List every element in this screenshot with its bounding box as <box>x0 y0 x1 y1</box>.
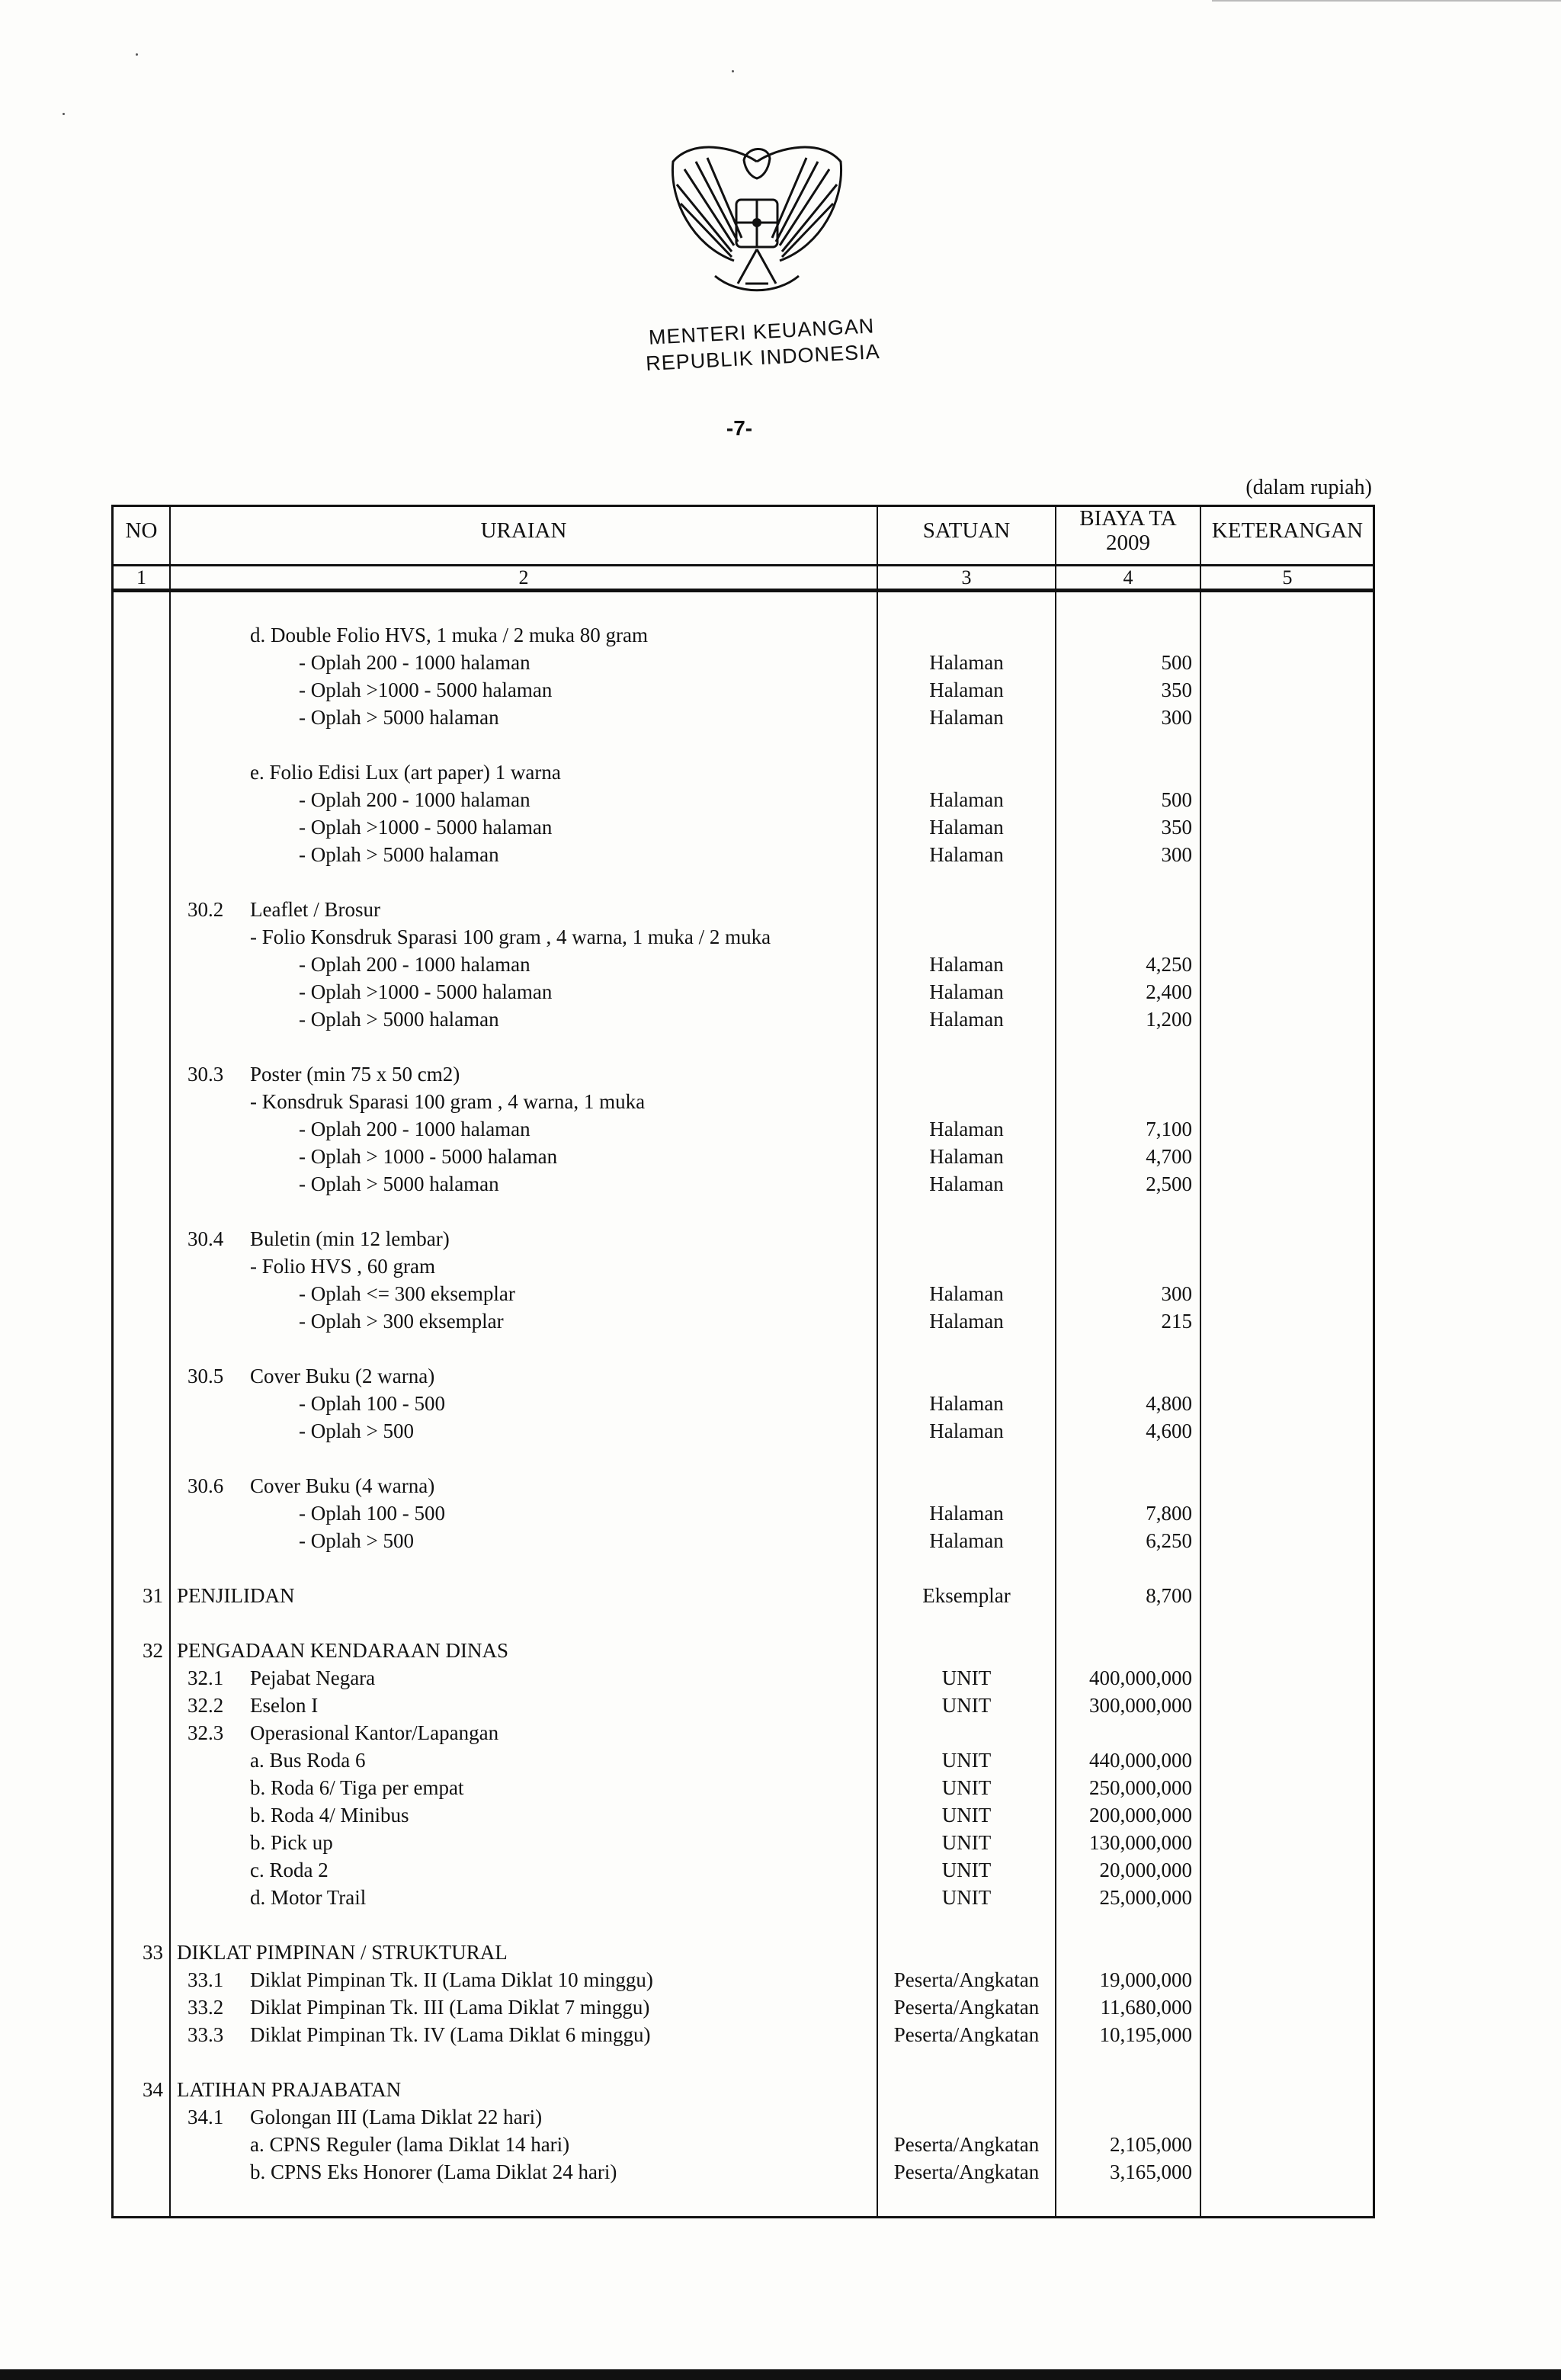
row-description: e. Folio Edisi Lux (art paper) 1 warna <box>250 761 561 784</box>
garuda-emblem-icon <box>662 131 852 306</box>
row-description: d. Motor Trail <box>250 1886 367 1909</box>
row-biaya: 300 <box>1161 1282 1192 1305</box>
row-satuan: Halaman <box>929 1118 1004 1140</box>
row-description: Poster (min 75 x 50 cm2) <box>250 1063 460 1086</box>
row-code: 33.1 <box>188 1968 224 1991</box>
column-rule <box>169 505 171 2218</box>
row-satuan: Peserta/Angkatan <box>893 2160 1040 2183</box>
row-satuan: Halaman <box>929 1392 1004 1415</box>
letterhead-ministry: MENTERI KEUANGAN <box>648 314 875 349</box>
row-biaya: 20,000,000 <box>1099 1859 1192 1881</box>
row-biaya: 130,000,000 <box>1089 1831 1192 1854</box>
row-biaya: 2,400 <box>1146 980 1192 1003</box>
row-description: Eselon I <box>250 1694 319 1717</box>
row-description: - Oplah >1000 - 5000 halaman <box>299 816 553 839</box>
row-satuan: UNIT <box>941 1804 992 1827</box>
row-code: 32.3 <box>188 1721 224 1744</box>
row-description: Cover Buku (2 warna) <box>250 1365 435 1387</box>
row-code: 32.1 <box>188 1666 224 1689</box>
header-biaya <box>1056 506 1200 555</box>
row-biaya: 4,700 <box>1146 1145 1192 1168</box>
row-code: 34.1 <box>188 2106 224 2128</box>
row-biaya: 500 <box>1161 651 1192 674</box>
row-satuan: UNIT <box>941 1831 992 1854</box>
row-code: 33.2 <box>188 1996 224 2019</box>
column-number: 2 <box>518 566 529 589</box>
row-satuan: Halaman <box>929 1172 1004 1195</box>
row-description: - Oplah 100 - 500 <box>299 1392 445 1415</box>
row-description: - Konsdruk Sparasi 100 gram , 4 warna, 1 muka <box>250 1090 646 1113</box>
row-biaya: 350 <box>1161 816 1192 839</box>
row-biaya: 2,105,000 <box>1110 2133 1192 2156</box>
header-biaya-year: 2009 <box>1106 531 1150 555</box>
row-description: Buletin (min 12 lembar) <box>250 1227 450 1250</box>
row-description: - Oplah > 500 <box>299 1419 414 1442</box>
header-satuan: SATUAN <box>922 518 1011 543</box>
row-description: c. Roda 2 <box>250 1859 329 1881</box>
row-code: 30.2 <box>188 898 224 921</box>
row-biaya: 300 <box>1161 706 1192 729</box>
row-satuan: Peserta/Angkatan <box>893 1996 1040 2019</box>
row-satuan: Halaman <box>929 706 1004 729</box>
scan-speck <box>63 113 65 115</box>
letterhead-country: REPUBLIK INDONESIA <box>645 339 881 376</box>
column-number: 4 <box>1123 566 1133 589</box>
scan-edge-bar <box>0 2369 1561 2380</box>
row-biaya: 500 <box>1161 788 1192 811</box>
row-satuan: Halaman <box>929 1419 1004 1442</box>
row-description: Pejabat Negara <box>250 1666 376 1689</box>
row-satuan: Halaman <box>929 651 1004 674</box>
row-satuan: Halaman <box>929 816 1004 839</box>
row-satuan: UNIT <box>941 1886 992 1909</box>
row-description: - Folio HVS , 60 gram <box>250 1255 435 1278</box>
row-description: b. Roda 6/ Tiga per empat <box>250 1776 464 1799</box>
row-description: - Oplah 200 - 1000 halaman <box>299 953 530 976</box>
row-satuan: Peserta/Angkatan <box>893 1968 1040 1991</box>
row-no: 33 <box>143 1941 163 1964</box>
row-biaya: 8,700 <box>1146 1584 1192 1607</box>
row-biaya: 250,000,000 <box>1089 1776 1192 1799</box>
row-biaya: 350 <box>1161 678 1192 701</box>
row-satuan: Peserta/Angkatan <box>893 2133 1040 2156</box>
row-biaya: 300,000,000 <box>1089 1694 1192 1717</box>
row-description: PENJILIDAN <box>177 1584 295 1607</box>
row-biaya: 215 <box>1161 1310 1192 1333</box>
row-description: - Oplah > 1000 - 5000 halaman <box>299 1145 558 1168</box>
row-description: b. CPNS Eks Honorer (Lama Diklat 24 hari) <box>250 2160 617 2183</box>
row-biaya: 440,000,000 <box>1089 1749 1192 1772</box>
column-rule <box>1055 505 1056 2218</box>
column-number: 3 <box>961 566 972 589</box>
column-number: 1 <box>136 566 146 589</box>
row-description: DIKLAT PIMPINAN / STRUKTURAL <box>177 1941 508 1964</box>
row-biaya: 19,000,000 <box>1099 1968 1192 1991</box>
row-description: Diklat Pimpinan Tk. III (Lama Diklat 7 minggu) <box>250 1996 650 2019</box>
row-biaya: 10,195,000 <box>1099 2023 1192 2046</box>
row-satuan: UNIT <box>941 1694 992 1717</box>
row-description: - Oplah >1000 - 5000 halaman <box>299 678 553 701</box>
row-biaya: 3,165,000 <box>1110 2160 1192 2183</box>
row-description: a. Bus Roda 6 <box>250 1749 366 1772</box>
row-satuan: UNIT <box>941 1749 992 1772</box>
header-no: NO <box>125 518 158 543</box>
row-description: Diklat Pimpinan Tk. II (Lama Diklat 10 minggu) <box>250 1968 653 1991</box>
row-satuan: Halaman <box>929 1008 1004 1031</box>
row-biaya: 4,800 <box>1146 1392 1192 1415</box>
scan-edge-line <box>1212 0 1561 2</box>
row-description: - Oplah > 500 <box>299 1529 414 1552</box>
row-satuan: UNIT <box>941 1666 992 1689</box>
row-description: Diklat Pimpinan Tk. IV (Lama Diklat 6 minggu) <box>250 2023 651 2046</box>
page-number: -7- <box>726 416 753 440</box>
row-satuan: Peserta/Angkatan <box>893 2023 1040 2046</box>
row-description: LATIHAN PRAJABATAN <box>177 2078 402 2101</box>
row-description: Operasional Kantor/Lapangan <box>250 1721 499 1744</box>
row-satuan: UNIT <box>941 1859 992 1881</box>
row-description: - Folio Konsdruk Sparasi 100 gram , 4 warna, 1 muka / 2 muka <box>250 925 771 948</box>
row-biaya: 11,680,000 <box>1100 1996 1192 2019</box>
row-satuan: Halaman <box>929 1529 1004 1552</box>
row-biaya: 2,500 <box>1146 1172 1192 1195</box>
row-biaya: 1,200 <box>1146 1008 1192 1031</box>
row-code: 33.3 <box>188 2023 224 2046</box>
row-biaya: 400,000,000 <box>1089 1666 1192 1689</box>
row-satuan: Halaman <box>929 980 1004 1003</box>
row-description: b. Roda 4/ Minibus <box>250 1804 409 1827</box>
row-code: 30.3 <box>188 1063 224 1086</box>
header-uraian: URAIAN <box>480 518 567 543</box>
row-no: 32 <box>143 1639 163 1662</box>
row-description: - Oplah 200 - 1000 halaman <box>299 651 530 674</box>
row-description: Golongan III (Lama Diklat 22 hari) <box>250 2106 543 2128</box>
row-satuan: Halaman <box>929 788 1004 811</box>
row-description: PENGADAAN KENDARAAN DINAS <box>177 1639 508 1662</box>
row-description: - Oplah 200 - 1000 halaman <box>299 788 530 811</box>
row-satuan: Halaman <box>929 1502 1004 1525</box>
row-satuan: Eksemplar <box>922 1584 1011 1607</box>
row-satuan: UNIT <box>941 1776 992 1799</box>
row-biaya: 200,000,000 <box>1089 1804 1192 1827</box>
column-number: 5 <box>1282 566 1293 589</box>
row-satuan: Halaman <box>929 953 1004 976</box>
scan-speck <box>136 53 138 56</box>
row-description: - Oplah > 300 eksemplar <box>299 1310 504 1333</box>
row-satuan: Halaman <box>929 843 1004 866</box>
row-description: b. Pick up <box>250 1831 333 1854</box>
row-biaya: 6,250 <box>1146 1529 1192 1552</box>
row-description: - Oplah 200 - 1000 halaman <box>299 1118 530 1140</box>
row-code: 30.4 <box>188 1227 224 1250</box>
row-description: - Oplah 100 - 500 <box>299 1502 445 1525</box>
column-rule <box>1200 505 1201 2218</box>
row-code: 32.2 <box>188 1694 224 1717</box>
row-biaya: 7,800 <box>1146 1502 1192 1525</box>
row-satuan: Halaman <box>929 1282 1004 1305</box>
row-description: - Oplah > 5000 halaman <box>299 706 499 729</box>
row-no: 31 <box>143 1584 163 1607</box>
letterhead <box>639 313 885 377</box>
currency-note: (dalam rupiah) <box>1245 476 1372 499</box>
row-description: d. Double Folio HVS, 1 muka / 2 muka 80 gram <box>250 624 648 646</box>
row-description: a. CPNS Reguler (lama Diklat 14 hari) <box>250 2133 570 2156</box>
column-rule <box>877 505 878 2218</box>
row-biaya: 300 <box>1161 843 1192 866</box>
row-description: Leaflet / Brosur <box>250 898 380 921</box>
header-keterangan: KETERANGAN <box>1211 518 1364 543</box>
row-description: - Oplah > 5000 halaman <box>299 843 499 866</box>
header-biaya-label: BIAYA TA <box>1079 506 1177 531</box>
row-description: Cover Buku (4 warna) <box>250 1474 435 1497</box>
row-biaya: 25,000,000 <box>1099 1886 1192 1909</box>
row-code: 30.5 <box>188 1365 224 1387</box>
row-description: - Oplah > 5000 halaman <box>299 1008 499 1031</box>
scan-speck <box>732 70 734 72</box>
row-biaya: 7,100 <box>1146 1118 1192 1140</box>
row-satuan: Halaman <box>929 1310 1004 1333</box>
row-no: 34 <box>143 2078 163 2101</box>
row-satuan: Halaman <box>929 1145 1004 1168</box>
row-description: - Oplah <= 300 eksemplar <box>299 1282 515 1305</box>
row-description: - Oplah > 5000 halaman <box>299 1172 499 1195</box>
row-code: 30.6 <box>188 1474 224 1497</box>
row-satuan: Halaman <box>929 678 1004 701</box>
row-biaya: 4,250 <box>1146 953 1192 976</box>
row-description: - Oplah >1000 - 5000 halaman <box>299 980 553 1003</box>
row-biaya: 4,600 <box>1146 1419 1192 1442</box>
